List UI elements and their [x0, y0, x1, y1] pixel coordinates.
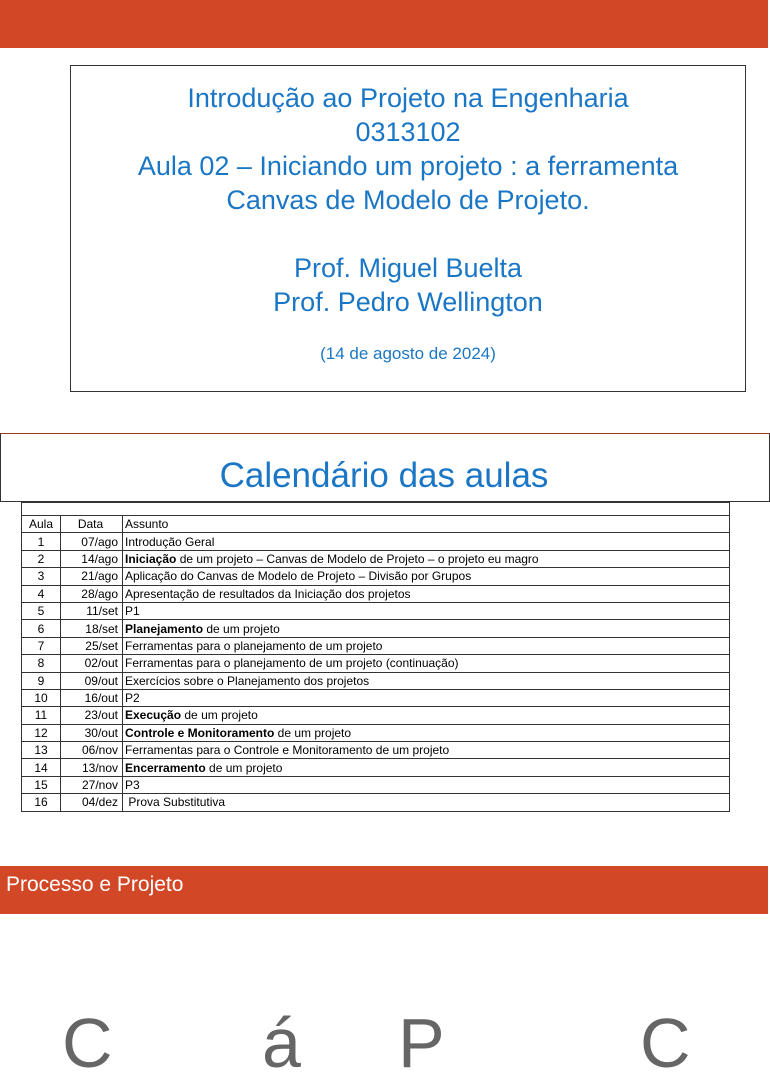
cell-assunto-text: de um projeto: [205, 760, 283, 775]
cell-aula: 8: [22, 655, 61, 672]
cell-aula: 2: [22, 550, 61, 567]
cell-assunto-bold: Iniciação: [125, 551, 177, 566]
cell-assunto: [123, 689, 730, 706]
cell-assunto-bold: Encerramento: [125, 760, 206, 775]
table-header-row: [22, 516, 730, 533]
cell-assunto: [123, 707, 730, 724]
calendar-table: [21, 502, 730, 812]
cell-data: 07/ago: [61, 533, 123, 550]
header-assunto: Assunto: [123, 516, 730, 533]
course-title: Introdução ao Projeto na Engenharia: [187, 83, 629, 113]
cell-assunto-bold: Planejamento: [125, 621, 204, 636]
cell-aula: 9: [22, 672, 61, 689]
cell-assunto-text: Introdução Geral: [125, 534, 215, 549]
cell-assunto-text: Exercícios sobre o Planejamento dos projetos: [125, 673, 370, 688]
cell-data: 21/ago: [61, 568, 123, 585]
table-blank-row: [22, 503, 730, 516]
cell-assunto: [123, 568, 730, 585]
table-row: [22, 637, 730, 654]
cell-assunto-bold: Controle e Monitoramento: [125, 725, 275, 740]
title-slide: [70, 65, 746, 392]
cell-data: 11/set: [61, 602, 123, 619]
header-data: Data: [61, 516, 123, 533]
table-row: [22, 742, 730, 759]
cell-assunto-text: Ferramentas para o planejamento de um projeto: [125, 638, 383, 653]
cell-aula: 13: [22, 742, 61, 759]
cell-aula: 12: [22, 724, 61, 741]
cell-data: 18/set: [61, 620, 123, 637]
cell-aula: 14: [22, 759, 61, 776]
partial-heading-char: C: [640, 1004, 691, 1082]
cell-assunto-text: Apresentação de resultados da Iniciação dos projetos: [125, 586, 411, 601]
table-row: [22, 585, 730, 602]
table-row: [22, 568, 730, 585]
cell-assunto: [123, 585, 730, 602]
lecture-date: (14 de agosto de 2024): [320, 344, 496, 363]
table-row: [22, 707, 730, 724]
cell-assunto-text: de um projeto – Canvas de Modelo de Projeto – o projeto eu magro: [176, 551, 539, 566]
cell-assunto-text: Ferramentas para o planejamento de um projeto (continuação): [125, 656, 459, 671]
section-title-bar: [0, 866, 768, 914]
cell-data: 25/set: [61, 637, 123, 654]
partial-heading-char: á: [262, 1004, 301, 1082]
table-row: [22, 689, 730, 706]
cell-assunto: [123, 776, 730, 793]
table-row: [22, 794, 730, 811]
cell-aula: 11: [22, 707, 61, 724]
header-aula: Aula: [22, 516, 61, 533]
cell-assunto: [123, 620, 730, 637]
cell-assunto: [123, 533, 730, 550]
cell-data: 14/ago: [61, 550, 123, 567]
professor-2: Prof. Pedro Wellington: [273, 287, 543, 317]
cell-data: 28/ago: [61, 585, 123, 602]
top-accent-bar: [0, 0, 768, 48]
table-row: [22, 655, 730, 672]
cell-assunto: [123, 672, 730, 689]
cell-aula: 4: [22, 585, 61, 602]
cell-assunto-text: Ferramentas para o Controle e Monitoramento de um projeto: [125, 743, 450, 758]
cell-assunto-text: P2: [125, 691, 140, 706]
cell-data: 04/dez: [61, 794, 123, 811]
cell-assunto-text: de um projeto: [203, 621, 280, 636]
lecture-title: Aula 02 – Iniciando um projeto : a ferramenta: [137, 151, 679, 181]
cell-assunto: [123, 602, 730, 619]
cell-data: 16/out: [61, 689, 123, 706]
cell-assunto-text: de um projeto: [181, 708, 258, 723]
table-row: [22, 550, 730, 567]
cell-assunto: [123, 637, 730, 654]
cell-assunto-text: P1: [125, 604, 140, 619]
lecture-subtitle: Canvas de Modelo de Projeto.: [226, 185, 590, 215]
section-title: Processo e Projeto: [6, 873, 184, 896]
cell-aula: 3: [22, 568, 61, 585]
cell-data: 13/nov: [61, 759, 123, 776]
table-row: [22, 776, 730, 793]
cell-aula: 1: [22, 533, 61, 550]
cell-aula: 5: [22, 602, 61, 619]
cell-assunto-text: Aplicação do Canvas de Modelo de Projeto – Divisão por Grupos: [125, 569, 472, 584]
cell-aula: 10: [22, 689, 61, 706]
cell-data: 02/out: [61, 655, 123, 672]
cell-assunto-text: Prova Substitutiva: [125, 795, 226, 810]
table-row: [22, 602, 730, 619]
cell-assunto: [123, 724, 730, 741]
course-code: 0313102: [355, 117, 461, 147]
cell-assunto: [123, 794, 730, 811]
cell-assunto-text: P3: [125, 778, 140, 793]
table-row: [22, 724, 730, 741]
cell-assunto: [123, 742, 730, 759]
calendar-title: Calendário das aulas: [219, 456, 549, 495]
table-row: [22, 672, 730, 689]
cell-assunto-text: de um projeto: [274, 725, 352, 740]
partial-heading: [0, 1000, 768, 1082]
cell-data: 23/out: [61, 707, 123, 724]
partial-heading-char: C: [62, 1004, 113, 1082]
cell-assunto: [123, 550, 730, 567]
table-row: [22, 620, 730, 637]
cell-aula: 15: [22, 776, 61, 793]
table-row: [22, 759, 730, 776]
cell-data: 06/nov: [61, 742, 123, 759]
cell-data: 09/out: [61, 672, 123, 689]
cell-assunto: [123, 655, 730, 672]
cell-assunto: [123, 759, 730, 776]
cell-aula: 16: [22, 794, 61, 811]
cell-assunto-bold: Execução: [125, 708, 182, 723]
partial-heading-char: P: [398, 1004, 445, 1082]
professor-1: Prof. Miguel Buelta: [293, 253, 523, 283]
cell-aula: 7: [22, 637, 61, 654]
cell-aula: 6: [22, 620, 61, 637]
table-row: [22, 533, 730, 550]
cell-data: 30/out: [61, 724, 123, 741]
cell-data: 27/nov: [61, 776, 123, 793]
